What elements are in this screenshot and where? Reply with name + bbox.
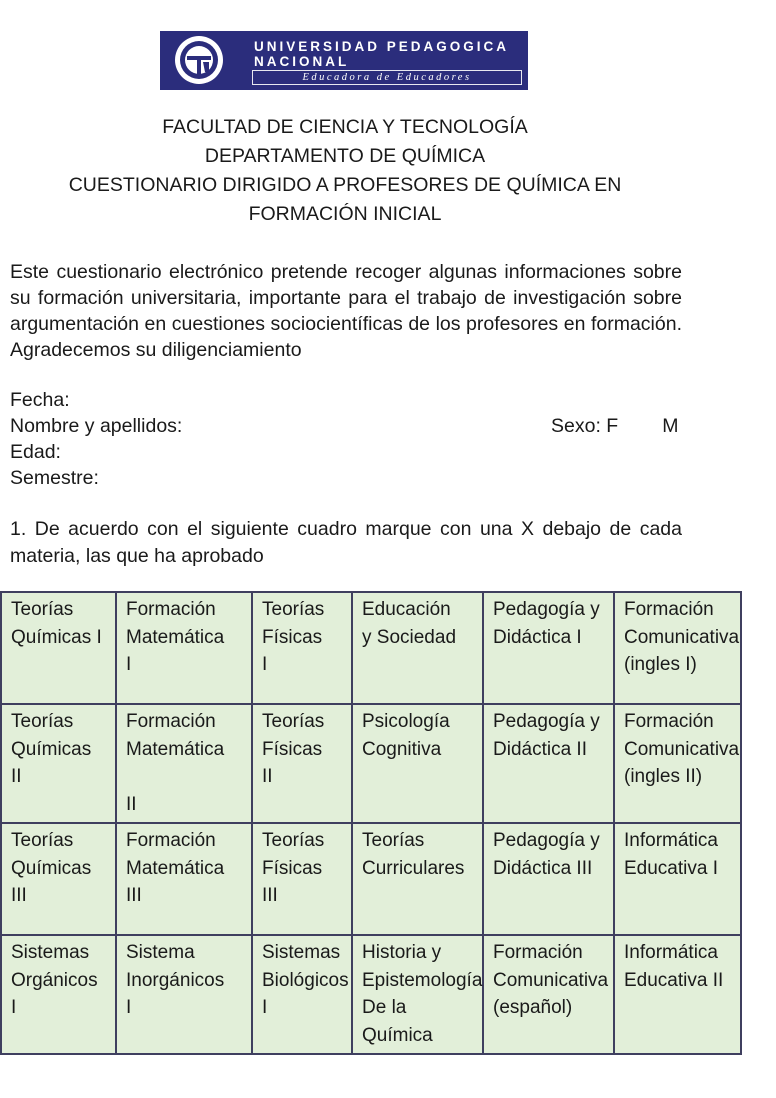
university-logo [160, 31, 528, 90]
subject-cell[interactable]: Psicología Cognitiva [352, 704, 483, 823]
table-row [1, 935, 741, 1054]
subject-cell[interactable]: Formación Comunicativa (español) [483, 935, 614, 1054]
subject-cell[interactable]: Teorías Curriculares [352, 823, 483, 935]
subject-cell[interactable]: Educación y Sociedad [352, 592, 483, 704]
intro-line: su formación universitaria, importante para el trabajo de investigación sobre [10, 287, 682, 309]
subject-cell[interactable]: Informática Educativa II [614, 935, 741, 1054]
question-1 [10, 516, 682, 570]
fecha-label: Fecha: [10, 389, 70, 411]
sexo-field[interactable] [551, 413, 678, 439]
question-line: materia, las que ha aprobado [10, 545, 264, 567]
heading-department: DEPARTAMENTO DE QUÍMICA [204, 145, 486, 167]
subject-cell[interactable]: Teorías Físicas III [252, 823, 352, 935]
intro-line: Agradecemos su diligenciamiento [10, 339, 302, 361]
heading-title-line1: CUESTIONARIO DIRIGIDO A PROFESORES DE QUÍMICA EN [68, 174, 622, 196]
subject-cell[interactable]: Sistemas Orgánicos I [1, 935, 116, 1054]
respondent-fields [10, 387, 690, 491]
university-seal-icon [173, 34, 225, 86]
table-row [1, 823, 741, 935]
subject-cell[interactable]: Sistema Inorgánicos I [116, 935, 252, 1054]
table-row [1, 592, 741, 704]
subjects-table [0, 591, 742, 1055]
subject-cell[interactable]: Teorías Físicas I [252, 592, 352, 704]
sexo-label: Sexo: F [551, 415, 619, 437]
subject-cell[interactable]: Teorías Químicas I [1, 592, 116, 704]
intro-line: Este cuestionario electrónico pretende recoger algunas informaciones sobre [10, 261, 682, 283]
subject-cell[interactable]: Pedagogía y Didáctica I [483, 592, 614, 704]
table-row [1, 704, 741, 823]
subject-cell[interactable]: Teorías Físicas II [252, 704, 352, 823]
document-heading [0, 113, 690, 229]
intro-line: argumentación en cuestiones sociocientíficas de los profesores en formación. [10, 313, 682, 335]
subject-cell[interactable]: Pedagogía y Didáctica III [483, 823, 614, 935]
edad-label: Edad: [10, 441, 61, 463]
subject-cell[interactable]: Teorías Químicas II [1, 704, 116, 823]
subject-cell[interactable]: Formación Comunicativa (ingles I) [614, 592, 741, 704]
logo-name-line2: NACIONAL [254, 54, 350, 69]
subject-cell[interactable]: Formación Matemática II [116, 704, 252, 823]
question-line: 1. De acuerdo con el siguiente cuadro marque con una X debajo de cada [10, 518, 682, 540]
subject-cell[interactable]: Sistemas Biológicos I [252, 935, 352, 1054]
heading-faculty: FACULTAD DE CIENCIA Y TECNOLOGÍA [162, 116, 528, 138]
subject-cell[interactable]: Teorías Químicas III [1, 823, 116, 935]
fecha-field[interactable] [10, 387, 690, 413]
edad-field[interactable] [10, 439, 690, 465]
intro-paragraph [10, 259, 682, 363]
logo-tagline: Educadora de Educadores [252, 70, 522, 85]
nombre-field[interactable] [10, 413, 690, 439]
subject-cell[interactable]: Historia y Epistemología De la Química [352, 935, 483, 1054]
nombre-label: Nombre y apellidos: [10, 415, 183, 437]
subject-cell[interactable]: Formación Matemática I [116, 592, 252, 704]
subject-cell[interactable]: Pedagogía y Didáctica II [483, 704, 614, 823]
heading-title-line2: FORMACIÓN INICIAL [248, 203, 442, 225]
subject-cell[interactable]: Informática Educativa I [614, 823, 741, 935]
logo-name-line1: UNIVERSIDAD PEDAGOGICA [254, 39, 510, 54]
subject-cell[interactable]: Formación Matemática III [116, 823, 252, 935]
subject-cell[interactable]: Formación Comunicativa (ingles II) [614, 704, 741, 823]
sexo-option-m[interactable]: M [662, 415, 679, 437]
semestre-label: Semestre: [10, 467, 99, 489]
semestre-field[interactable] [10, 465, 690, 491]
